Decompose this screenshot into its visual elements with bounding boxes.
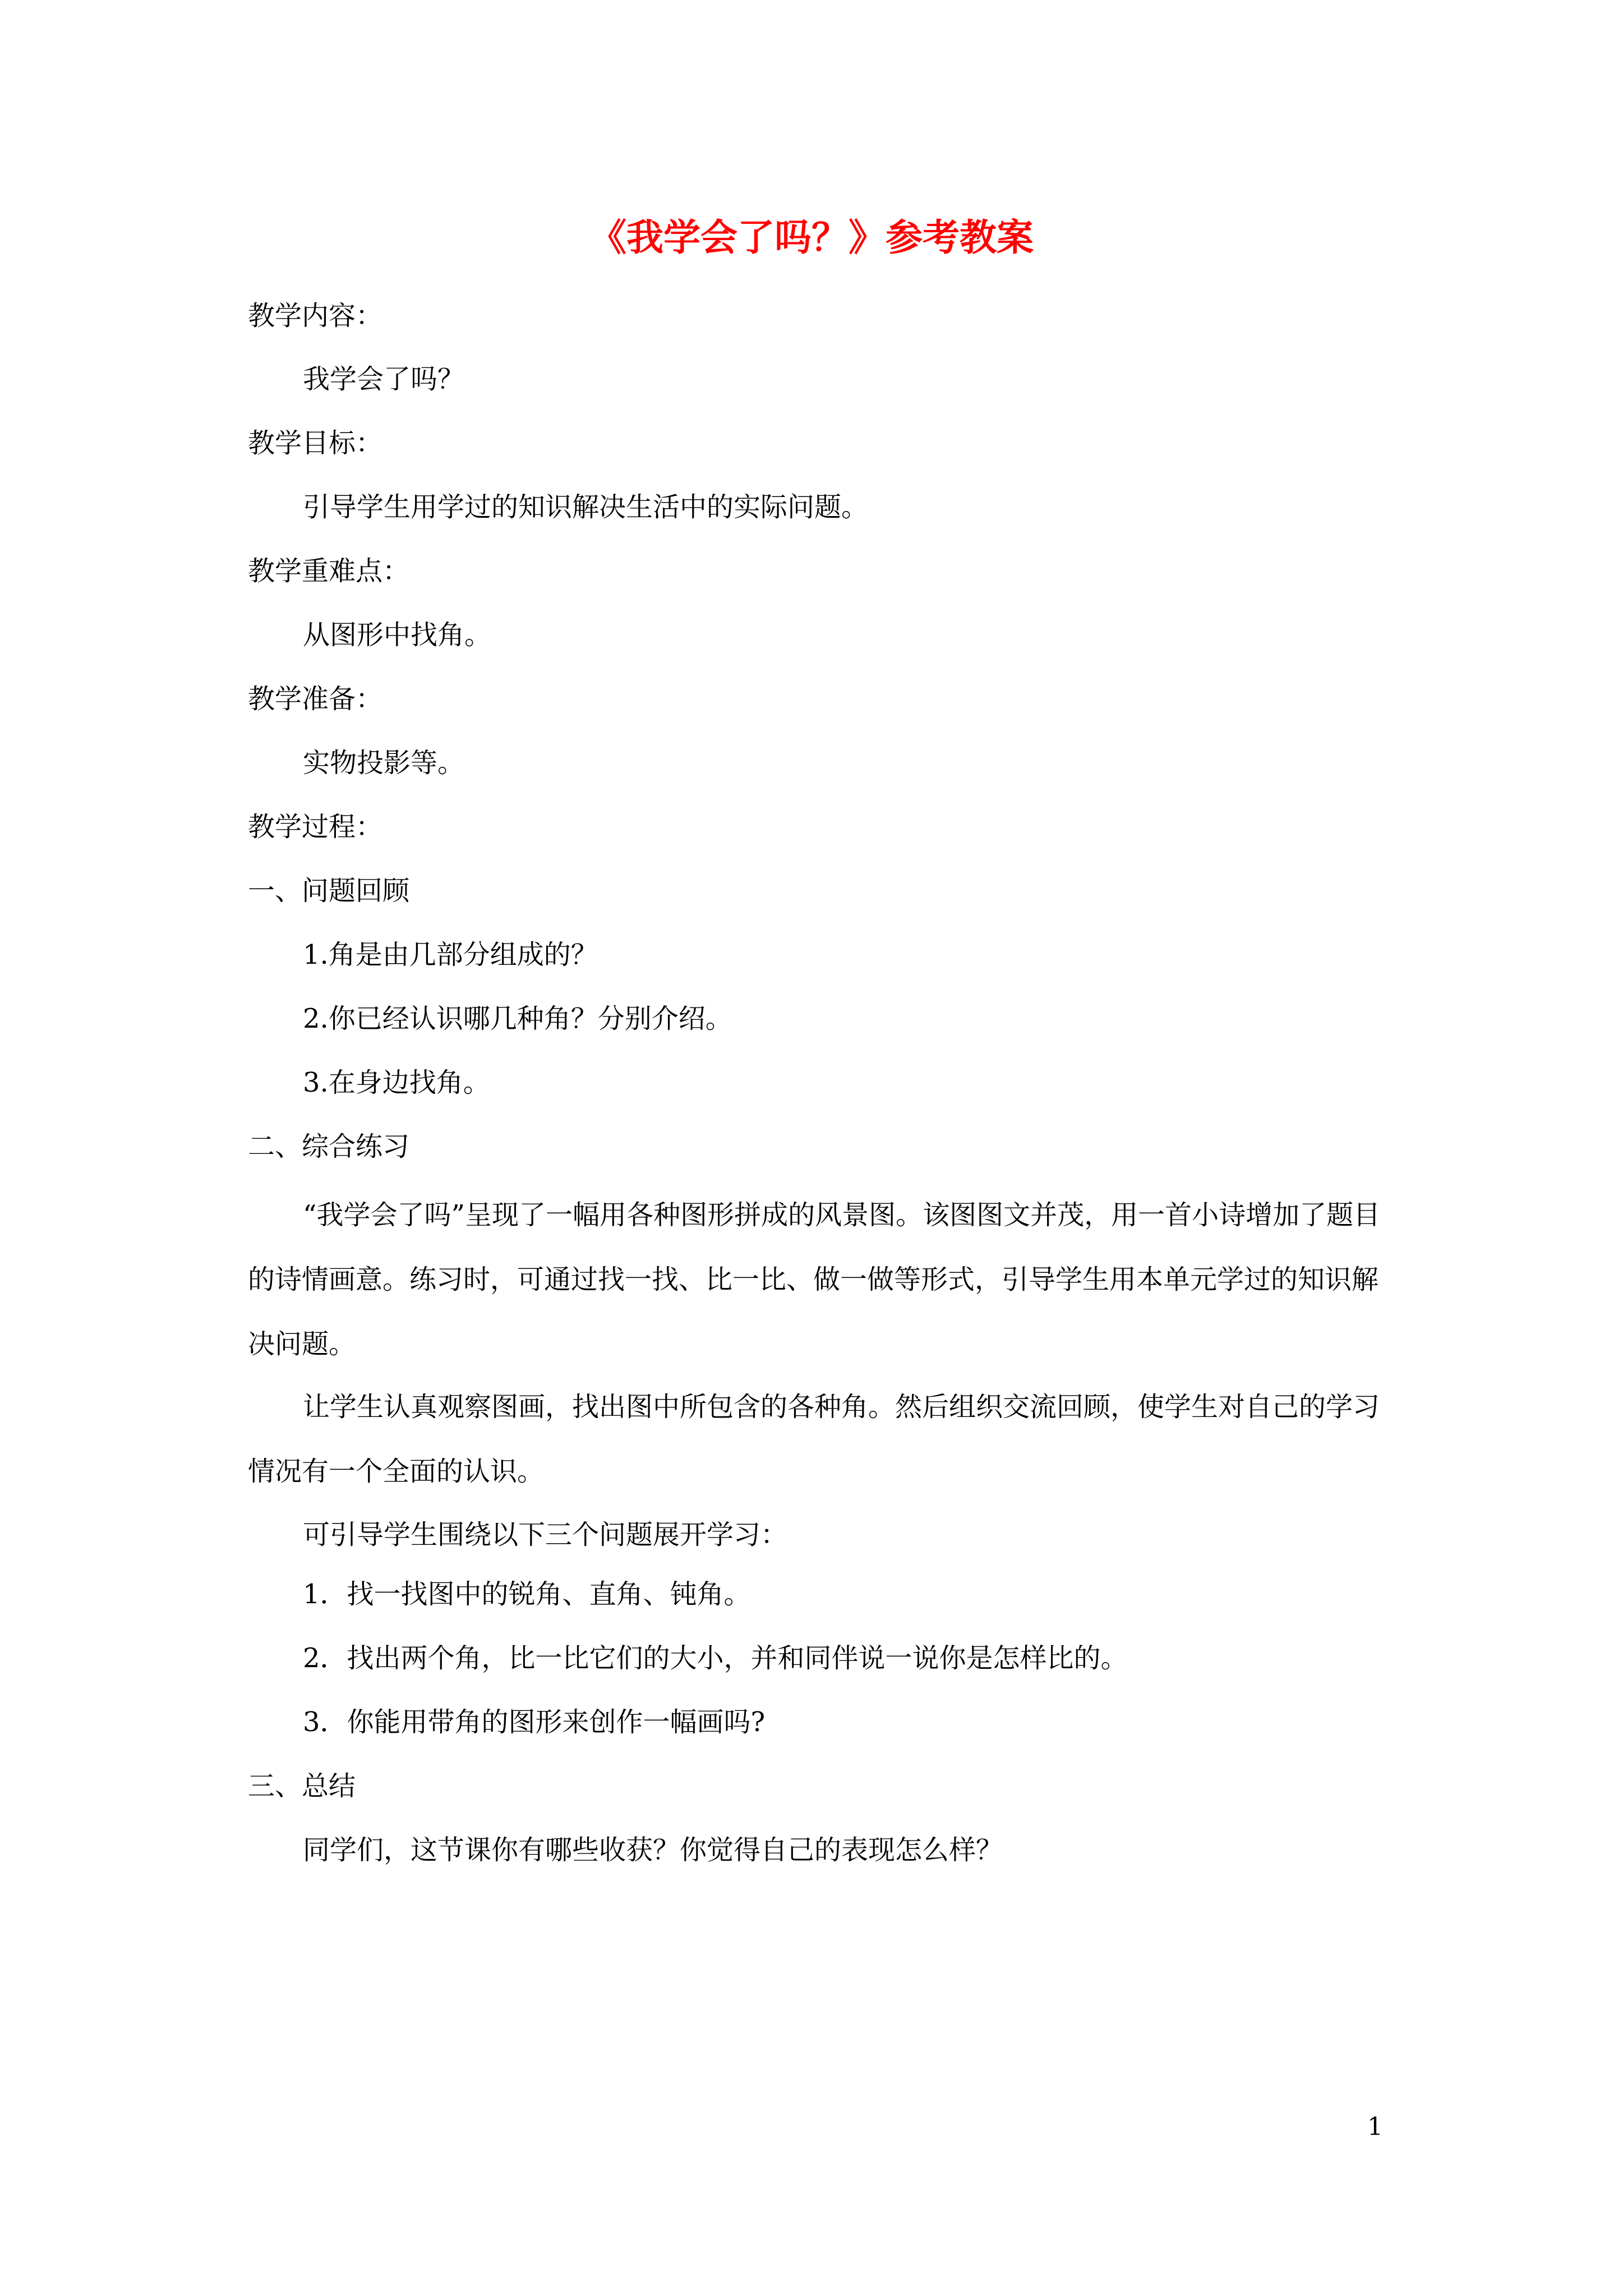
list-item: 3．你能用带角的图形来创作一幅画吗? — [303, 1706, 766, 1738]
section-heading: 二、综合练习 — [248, 1131, 410, 1162]
prep-label: 教学准备： — [248, 683, 383, 715]
body-paragraph: “我学会了吗”呈现了一幅用各种图形拼成的风景图。该图图文并茂，用一首小诗增加了题目的诗情画意。练习时，可通过找一找、比一比、做一做等形式，引导学生用本单元学过的知识解决问题。 — [248, 1199, 1381, 1360]
content-value: 我学会了吗？ — [303, 364, 465, 395]
list-item: 2．找出两个角，比一比它们的大小，并和同伴说一说你是怎样比的。 — [303, 1642, 1128, 1674]
page-number: 1 — [1367, 2113, 1383, 2141]
prep-value: 实物投影等。 — [303, 747, 465, 779]
goal-label: 教学目标： — [248, 427, 383, 459]
list-item: 1.角是由几部分组成的？ — [303, 939, 598, 970]
list-item: 3.在身边找角。 — [303, 1067, 490, 1098]
key-points-value: 从图形中找角。 — [303, 619, 492, 651]
document-title: 《我学会了吗？》参考教案 — [589, 215, 1034, 259]
body-paragraph: 可引导学生围绕以下三个问题展开学习： — [303, 1519, 788, 1550]
body-paragraph: 让学生认真观察图画，找出图中所包含的各种角。然后组织交流回顾，使学生对自己的学习情况有一个全面的认识。 — [248, 1391, 1380, 1487]
list-item: 同学们，这节课你有哪些收获？你觉得自己的表现怎么样？ — [303, 1834, 1003, 1866]
section-heading: 一、问题回顾 — [248, 875, 410, 907]
content-label: 教学内容： — [248, 300, 383, 332]
goal-value: 引导学生用学过的知识解决生活中的实际问题。 — [303, 491, 869, 523]
list-item: 2.你已经认识哪几种角？分别介绍。 — [303, 1003, 732, 1034]
section-heading: 三、总结 — [248, 1770, 356, 1802]
process-label: 教学过程： — [248, 811, 383, 843]
list-item: 1．找一找图中的锐角、直角、钝角。 — [303, 1579, 751, 1610]
key-points-label: 教学重难点： — [248, 555, 410, 587]
